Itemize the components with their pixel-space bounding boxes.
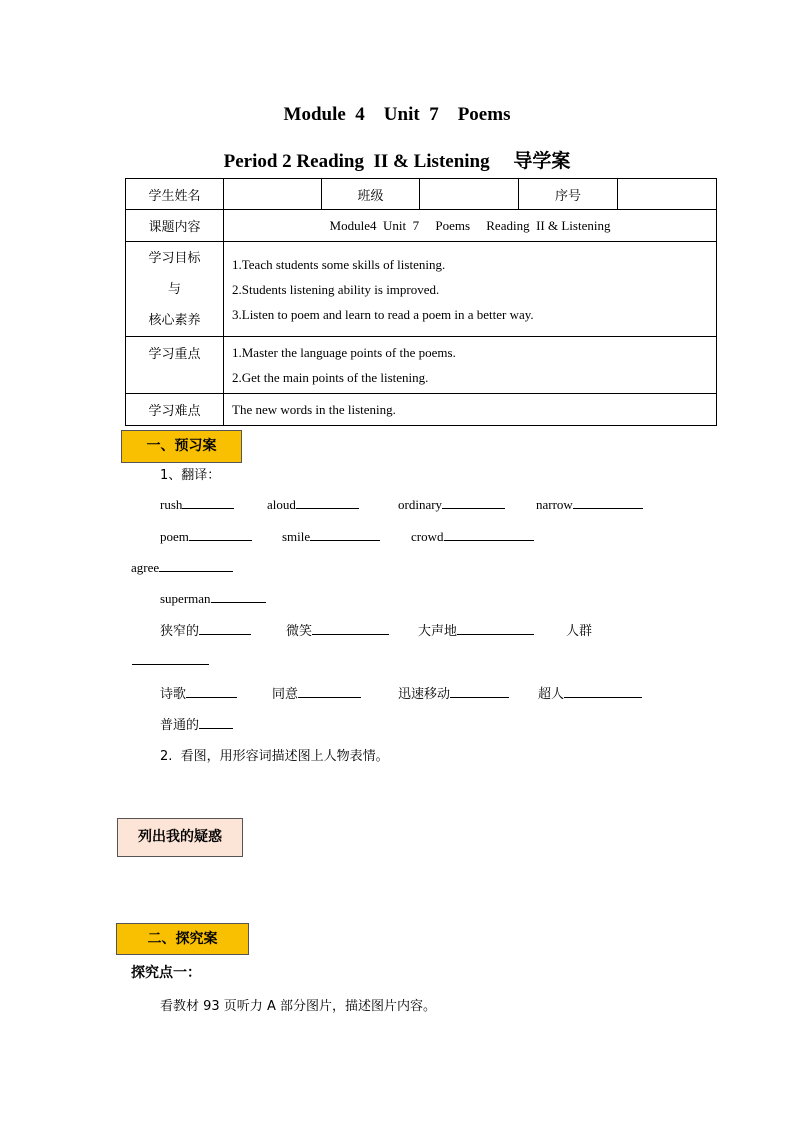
answer-blank[interactable] (296, 496, 359, 509)
vocab-item (160, 683, 237, 702)
vocab-item (131, 559, 233, 576)
answer-blank[interactable] (573, 496, 643, 509)
vocab-item (160, 620, 251, 639)
vocab-word: 超人 (538, 687, 565, 702)
table-row (126, 242, 717, 337)
doubts-tag: 列出我的疑惑 (117, 818, 243, 857)
answer-blank[interactable] (564, 685, 642, 698)
number-label: 序号 (519, 179, 618, 210)
vocab-word: poem (160, 529, 189, 544)
goals-label (126, 242, 224, 337)
vocab-word: rush (160, 497, 183, 512)
topic-label: 课题内容 (126, 210, 224, 242)
class-label: 班级 (322, 179, 420, 210)
page-title: Module 4 Unit 7 Poems (283, 104, 511, 125)
difficulty-label: 学习难点 (126, 394, 224, 426)
table-row (126, 210, 717, 242)
vocab-word: ordinary (398, 497, 443, 512)
vocab-item (398, 683, 509, 702)
vocab-word: 狭窄的 (160, 624, 200, 639)
goal-item: 2.Students listening ability is improved. (232, 281, 440, 297)
key-item: 2.Get the main points of the listening. (232, 370, 429, 385)
answer-blank[interactable] (444, 528, 534, 541)
vocab-word: 大声地 (418, 624, 458, 639)
answer-blank[interactable] (310, 528, 380, 541)
goal-item: 1.Teach students some skills of listening. (232, 256, 446, 272)
vocab-item (536, 496, 643, 513)
class-field[interactable] (420, 179, 519, 210)
key-content (224, 337, 717, 394)
answer-blank[interactable] (132, 664, 209, 665)
vocab-word: agree (131, 560, 160, 575)
vocab-word: 微笑 (286, 624, 313, 639)
vocab-item (160, 590, 266, 607)
answer-blank[interactable] (189, 528, 252, 541)
vocab-item (286, 620, 389, 639)
question-1-label: 1、翻译： (160, 468, 221, 483)
vocab-word: 迅速移动 (398, 687, 451, 702)
answer-blank[interactable] (186, 685, 237, 698)
topic-value: Module4 Unit 7 Poems Reading II & Listening (224, 210, 717, 242)
answer-blank[interactable] (199, 716, 233, 729)
vocab-item (411, 528, 534, 545)
student-name-label: 学生姓名 (126, 179, 224, 210)
explore-point-1-text: 看教材 93 页听力 A 部分图片，描述图片内容。 (160, 999, 436, 1014)
vocab-item (160, 714, 233, 733)
answer-blank[interactable] (442, 496, 505, 509)
info-table (125, 178, 717, 426)
goals-content (224, 242, 717, 337)
vocab-word: superman (160, 591, 211, 606)
table-row (126, 337, 717, 394)
table-row (126, 179, 717, 210)
vocab-word: 普通的 (160, 718, 200, 733)
vocab-item (272, 683, 361, 702)
vocab-word: crowd (411, 529, 444, 544)
goals-label-line: 核心素养 (148, 312, 201, 328)
key-label: 学习重点 (126, 337, 224, 394)
answer-blank[interactable] (298, 685, 361, 698)
vocab-item (538, 683, 642, 702)
vocab-item (282, 528, 380, 545)
vocab-word: 诗歌 (160, 687, 187, 702)
answer-blank[interactable] (312, 622, 389, 635)
section-tag-preview: 一、预习案 (121, 430, 242, 463)
vocab-word: aloud (267, 497, 296, 512)
goals-label-line: 学习目标 (148, 250, 201, 266)
vocab-item (267, 496, 359, 513)
vocab-word: smile (282, 529, 311, 544)
vocab-word: 人群 (566, 624, 593, 639)
answer-blank[interactable] (457, 622, 534, 635)
question-2-label: 2. 看图，用形容词描述图上人物表情。 (160, 749, 389, 764)
explore-point-1: 探究点一： (131, 965, 201, 981)
goal-item: 3.Listen to poem and learn to read a poem in a better way. (232, 306, 534, 322)
table-row (126, 394, 717, 426)
answer-blank[interactable] (211, 590, 266, 603)
key-item: 1.Master the language points of the poems. (232, 345, 456, 360)
answer-blank[interactable] (159, 559, 233, 572)
vocab-item (418, 620, 534, 639)
goals-label-line: 与 (167, 281, 181, 297)
vocab-item (160, 528, 252, 545)
vocab-word: 同意 (272, 687, 299, 702)
answer-blank[interactable] (450, 685, 509, 698)
number-field[interactable] (618, 179, 717, 210)
vocab-item (398, 496, 505, 513)
page-subtitle: Period 2 Reading II & Listening 导学案 (223, 151, 571, 172)
difficulty-content: The new words in the listening. (224, 394, 717, 426)
section-tag-explore: 二、探究案 (116, 923, 249, 955)
answer-blank[interactable] (182, 496, 234, 509)
vocab-item (160, 496, 234, 513)
answer-blank[interactable] (199, 622, 251, 635)
vocab-word: narrow (536, 497, 573, 512)
student-name-field[interactable] (224, 179, 322, 210)
